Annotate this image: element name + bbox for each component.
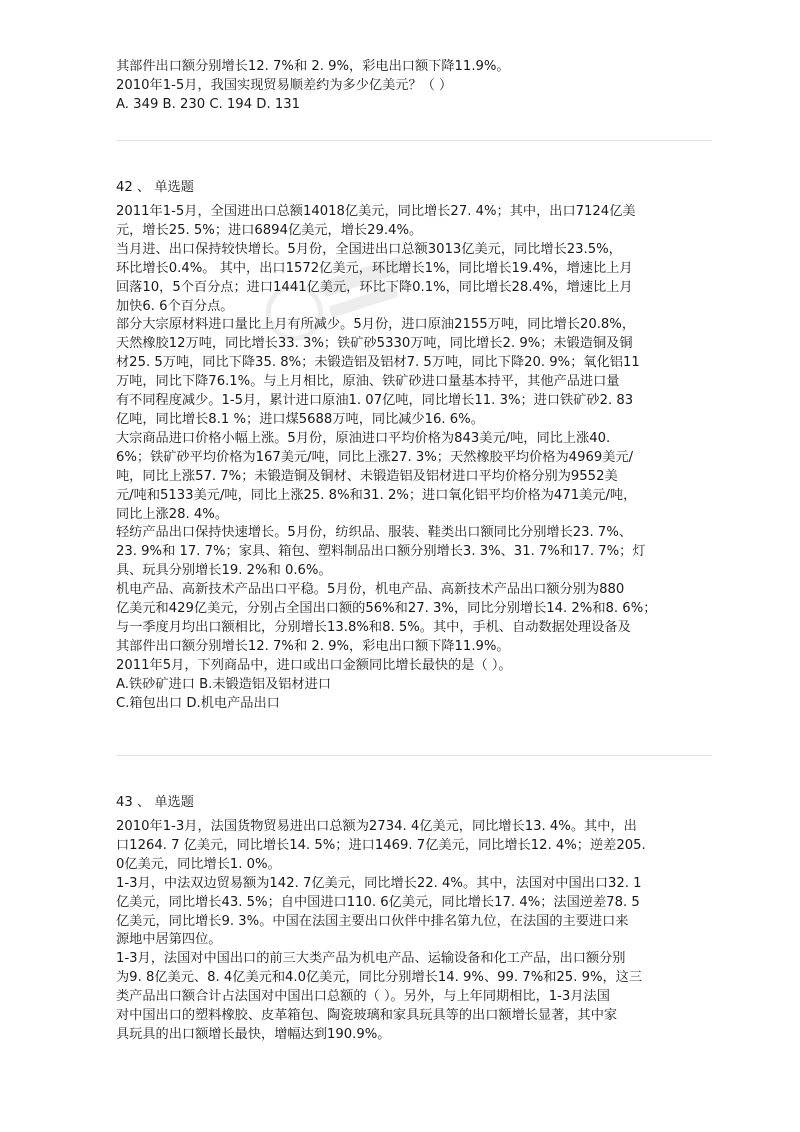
- question-43-text-line: 亿美元，同比增长43. 5%；自中国进口110. 6亿美元，同比增长17. 4%；法国逆差78. 5: [116, 894, 640, 910]
- question-42-text-line: 元，增长25. 5%；进口6894亿美元，增长29.4%。: [116, 222, 423, 238]
- question-42-text-line: 2011年1-5月，全国进出口总额14018亿美元，同比增长27. 4%；其中，出口7124亿美: [116, 204, 636, 219]
- question-divider: [116, 755, 712, 756]
- question-41-tail: [116, 58, 510, 115]
- question-41-text-line: 2010年1-5月，我国实现贸易顺差约为多少亿美元？（ ）: [116, 77, 453, 93]
- question-41-text-line: A. 349 B. 230 C. 194 D. 131: [116, 96, 300, 112]
- question-42-text-line: 当月进、出口保持较快增长。5月份，全国进出口总额3013亿美元，同比增长23.5%，: [116, 241, 622, 257]
- question-42-text-line: 环比增长0.4%。 其中，出口1572亿美元，环比增长1%，同比增长19.4%，增速比上月: [116, 260, 633, 276]
- question-42-header: 42 、 单选题: [116, 180, 194, 195]
- question-42-text-line: 2011年5月，下列商品中，进口或出口金额同比增长最快的是（ ）。: [116, 657, 512, 673]
- question-43-text-line: 源地中居第四位。: [116, 932, 222, 948]
- question-43-text-line: 1-3月，中法双边贸易额为142. 7亿美元，同比增长22. 4%。其中，法国对中国出口32. 1: [116, 875, 642, 891]
- question-42-text-line: 亿吨，同比增长8.1 %；进口煤5688万吨，同比减少16. 6%。: [116, 411, 484, 427]
- question-divider: [116, 140, 712, 141]
- question-43-text-line: 对中国出口的塑料橡胶、皮革箱包、陶瓷玻璃和家具玩具等的出口额增长显著，其中家: [116, 1008, 618, 1024]
- question-43-text-line: 类产品出口额合计占法国对中国出口总额的（ ）。另外，与上年同期相比，1-3月法国: [116, 989, 610, 1005]
- question-42-text-line: 23. 9%和 17. 7%；家具、箱包、塑料制品出口额分别增长3. 3%、31. 7%和17. 7%；灯: [116, 544, 646, 560]
- question-42-text-line: 加快6. 6个百分点。: [116, 298, 234, 314]
- question-43-body: [116, 818, 646, 1045]
- question-43-text-line: 1-3月，法国对中国出口的前三大类产品为机电产品、运输设备和化工产品，出口额分别: [116, 951, 626, 967]
- question-42-text-line: 同比上涨28. 4%。: [116, 506, 229, 522]
- question-42-text-line: 天然橡胶12万吨，同比增长33. 3%；铁矿砂5330万吨，同比增长2. 9%；未锻造铜及铜: [116, 336, 633, 352]
- question-42-text-line: 万吨，同比下降76.1%。与上月相比，原油、铁矿砂进口量基本持平，其他产品进口量: [116, 374, 620, 390]
- question-43-text-line: 0亿美元，同比增长1. 0%。: [116, 856, 281, 872]
- question-42-text-line: 回落10，5个百分点；进口1441亿美元，环比下降0.1%，同比增长28.4%，增速比上月: [116, 279, 633, 295]
- question-42-text-line: 机电产品、高新技术产品出口平稳。5月份，机电产品、高新技术产品出口额分别为880: [116, 582, 625, 598]
- question-42-text-line: 6%；铁矿砂平均价格为167美元/吨，同比上涨27. 3%；天然橡胶平均价格为4969美元/: [116, 449, 634, 465]
- question-42-text-line: 吨，同比上涨57. 7%；未锻造铜及铜材、未锻造铝及铝材进口平均价格分别为9552美: [116, 468, 618, 484]
- question-42-text-line: 轻纺产品出口保持快速增长。5月份，纺织品、服装、鞋类出口额同比分别增长23. 7%、: [116, 525, 633, 541]
- question-42-text-line: 与一季度月均出口额相比，分别增长13.8%和8. 5%。其中，手机、自动数据处理设备及: [116, 619, 631, 635]
- question-42-text-line: A.铁砂矿进口 B.未锻造铝及铝材进口: [116, 676, 332, 692]
- question-42-text-line: 其部件出口额分别增长12. 7%和 2. 9%，彩电出口额下降11.9%。: [116, 638, 510, 654]
- question-42-body: [116, 203, 656, 713]
- question-43-text-line: 2010年1-3月，法国货物贸易进出口总额为2734. 4亿美元，同比增长13. 4%。其中，出: [116, 819, 637, 834]
- question-43-text-line: 亿美元，同比增长9. 3%。中国在法国主要出口伙伴中排名第九位，在法国的主要进口来: [116, 913, 629, 929]
- question-42-text-line: 部分大宗原材料进口量比上月有所减少。5月份，进口原油2155万吨，同比增长20.8%，: [116, 317, 636, 333]
- question-42-text-line: 亿美元和429亿美元，分别占全国出口额的56%和27. 3%，同比分别增长14. 2%和8. 6%；: [116, 601, 657, 617]
- question-42-text-line: 元/吨和5133美元/吨，同比上涨25. 8%和31. 2%；进口氧化铝平均价格为471美元/吨，: [116, 487, 637, 503]
- question-43-text-line: 具玩具的出口额增长最快，增幅达到190.9%。: [116, 1026, 391, 1042]
- question-42-text-line: 大宗商品进口价格小幅上涨。5月份，原油进口平均价格为843美元/吨，同比上涨40.: [116, 430, 611, 446]
- question-42-text-line: C.箱包出口 D.机电产品出口: [116, 695, 280, 711]
- question-42-text-line: 具、玩具分别增长19. 2%和 0.6%。: [116, 563, 332, 579]
- question-42-text-line: 有不同程度减少。1-5月，累计进口原油1. 07亿吨，同比增长11. 3%；进口铁矿砂2. 83: [116, 393, 634, 409]
- question-43-text-line: 为9. 8亿美元、8. 4亿美元和4.0亿美元，同比分别增长14. 9%、99. 7%和25. 9%，这三: [116, 970, 643, 986]
- question-41-text-line: 其部件出口额分别增长12. 7%和 2. 9%，彩电出口额下降11.9%。: [116, 59, 510, 74]
- question-43-header: 43 、 单选题: [116, 795, 194, 810]
- question-42-text-line: 材25. 5万吨，同比下降35. 8%；未锻造铝及铝材7. 5万吨，同比下降20. 9%；氧化铝11: [116, 355, 640, 371]
- question-43-text-line: 口1264. 7 亿美元，同比增长14. 5%；进口1469. 7亿美元，同比增长12. 4%；逆差205.: [116, 837, 646, 853]
